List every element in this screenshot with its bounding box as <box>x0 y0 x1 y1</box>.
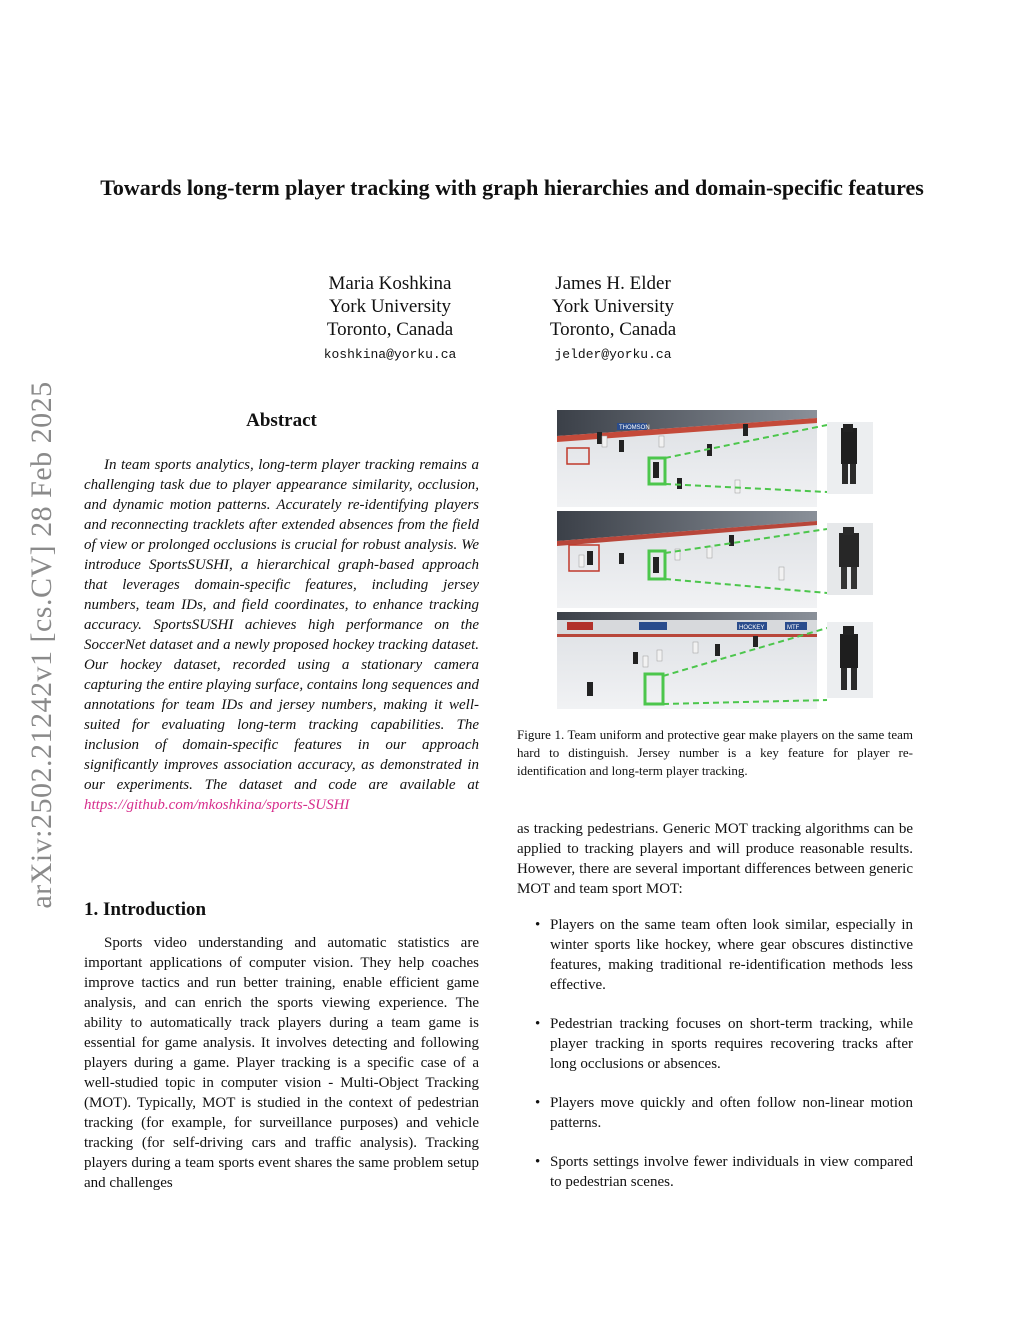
board-label: THOMSON <box>619 425 650 431</box>
list-item: • Players on the same team often look similar, especially in winter sports like hockey, where gear obscures distinctive features, making traditional re-identification methods less effective. <box>535 917 913 993</box>
author-2 <box>513 272 713 364</box>
list-item: • Pedestrian tracking focuses on short-term tracking, while player tracking in sports requires recovering tracks after long occlusions or absences. <box>535 1016 913 1072</box>
introduction-heading: 1. Introduction <box>84 899 207 920</box>
bullet-dot: • <box>535 1095 541 1111</box>
author-name: James H. Elder <box>555 273 671 294</box>
introduction-paragraph: Sports video understanding and automatic statistics are important applications of computer vision. They help coaches improve tactics and run better training, enable efficient game analysis, and can enrich the sports viewing experience. The ability to automatically track players during a team game is essential for game analysis. It involves detecting and following players during a game. Player tracking is a specific case of a well-studied topic in computer vision - Multi-Object Tracking (MOT). Typically, MOT is studied in the context of pedestrian tracking (for example, for surveillance purposes) and vehicle tracking (for self-driving cars and traffic analysis). Tracking players during a team sports event shares the same problem setup and challenges <box>84 935 479 1191</box>
frame-3 <box>557 612 873 709</box>
frame-1 <box>557 410 873 507</box>
figure-caption: Figure 1. Team uniform and protective gear make players on the same team hard to distinguish. Jersey number is a key feature for player re-identification and long-term player tracking. <box>517 727 913 778</box>
author-affiliation: York University <box>551 296 675 317</box>
differences-list <box>533 915 913 1211</box>
author-email[interactable]: koshkina@yorku.ca <box>323 347 457 362</box>
author-location: Toronto, Canada <box>326 319 454 340</box>
abstract-text <box>84 455 479 815</box>
list-item: • Sports settings involve fewer individuals in view compared to pedestrian scenes. <box>535 1154 913 1190</box>
board-label: HOCKEY <box>739 625 765 631</box>
bullet-dot: • <box>535 1154 541 1170</box>
frame-2 <box>557 511 873 608</box>
board-label: MTF <box>787 625 800 631</box>
list-item: • Players move quickly and often follow non-linear motion patterns. <box>535 1095 913 1131</box>
arxiv-id: arXiv:2502.21242v1 [cs.CV] 28 Feb 2025 <box>25 381 58 909</box>
figure-1-image <box>557 410 877 710</box>
author-1 <box>290 272 490 364</box>
introduction-continuation: as tracking pedestrians. Generic MOT tracking algorithms can be applied to tracking players and will produce reasonable results. However, there are several important differences between generic MOT and team sport MOT: <box>517 821 913 897</box>
author-location: Toronto, Canada <box>549 319 677 340</box>
paper-title: Towards long-term player tracking with graph hierarchies and domain-specific features <box>100 175 924 200</box>
abstract-heading: Abstract <box>246 410 317 431</box>
author-name: Maria Koshkina <box>328 273 452 294</box>
figure-1 <box>557 410 877 710</box>
author-affiliation: York University <box>328 296 452 317</box>
bullet-dot: • <box>535 917 541 933</box>
bullet-dot: • <box>535 1016 541 1032</box>
abstract-body: In team sports analytics, long-term player tracking remains a challenging task due to player appearance similarity, occlusion, and dynamic motion patterns. Accurately re-identifying players and reconnecting tracklets after extended absences from the field of view or prolonged occlusions is crucial for robust analysis. We introduce SportsSUSHI, a hierarchical graph-based approach that leverages domain-specific features, including jersey numbers, team IDs, and field coordinates, to enhance tracking accuracy. SportsSUSHI achieves high performance on the SoccerNet dataset and a newly proposed hockey tracking dataset. Our hockey dataset, recorded using a stationary camera capturing the entire playing surface, contains long sequences and annotations for team IDs and jersey numbers, making it well-suited for evaluating long-term tracking capabilities. The inclusion of domain-specific features in our approach significantly improves association accuracy, as demonstrated in our experiments. The dataset and code are available at <box>84 457 479 793</box>
code-link[interactable]: https://github.com/mkoshkina/sports-SUSHI <box>84 797 350 813</box>
author-email[interactable]: jelder@yorku.ca <box>554 347 672 362</box>
